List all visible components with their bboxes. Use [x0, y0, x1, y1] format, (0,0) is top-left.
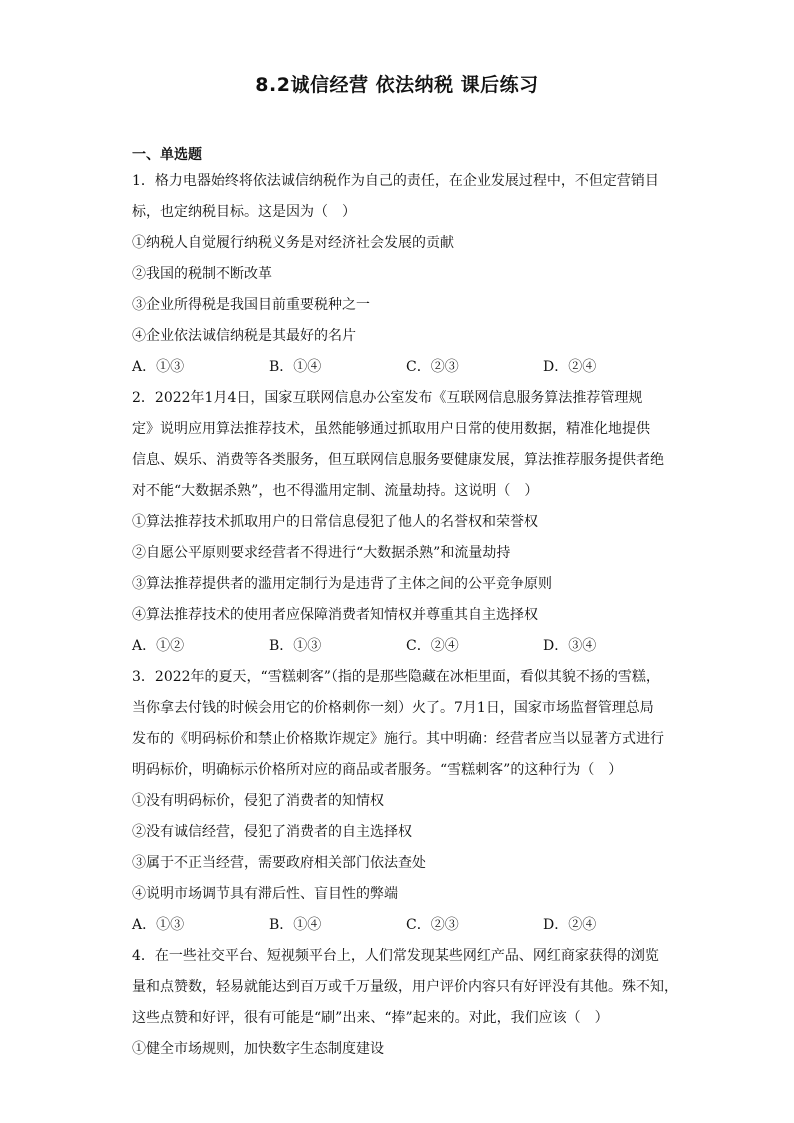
statement-3: ③算法推荐提供者的滥用定制行为是违背了主体之间的公平竞争原则: [132, 576, 552, 592]
option-a: A．①③: [132, 359, 185, 375]
question-3: [132, 662, 662, 941]
question-stem-line: 标，也定纳税目标。这是因为（ ）: [132, 204, 356, 220]
option-b: B．①④: [269, 917, 322, 933]
option-b: B．①④: [269, 359, 322, 375]
answer-options: [132, 910, 662, 941]
document-body: [132, 144, 678, 1065]
section-heading: 一、单选题: [132, 147, 202, 163]
statement-3: ③企业所得税是我国目前重要税种之一: [132, 297, 370, 313]
option-c: C．②③: [406, 359, 459, 375]
question-stem-line: 发布的《明码标价和禁止价格欺诈规定》施行。其中明确：经营者应当以显著方式进行: [132, 731, 664, 747]
question-stem-line: 量和点赞数，轻易就能达到百万或千万量级，用户评价内容只有好评没有其他。殊不知，: [132, 979, 678, 995]
question-stem-line: 信息、娱乐、消费等各类服务，但互联网信息服务要健康发展，算法推荐服务提供者绝: [132, 452, 664, 468]
statement-1: ①算法推荐技术抓取用户的日常信息侵犯了他人的名誉权和荣誉权: [132, 514, 538, 530]
question-stem-line: 2．2022年1月4日，国家互联网信息办公室发布《互联网信息服务算法推荐管理规: [132, 390, 643, 406]
statement-2: ②我国的税制不断改革: [132, 266, 272, 282]
option-c: C．②③: [406, 917, 459, 933]
option-b: B．①③: [269, 638, 322, 654]
question-stem-line: 当你拿去付钱的时候会用它的价格刺你一刻）火了。7月1日，国家市场监督管理总局: [132, 700, 654, 716]
statement-1: ①没有明码标价，侵犯了消费者的知情权: [132, 793, 384, 809]
answer-options: [132, 631, 662, 662]
question-4: [132, 941, 678, 1065]
option-d: D．②④: [543, 917, 597, 933]
question-2: [132, 383, 662, 662]
statement-4: ④说明市场调节具有滞后性、盲目性的弊端: [132, 886, 398, 902]
question-1: [132, 166, 662, 383]
statement-4: ④算法推荐技术的使用者应保障消费者知情权并尊重其自主选择权: [132, 607, 538, 623]
question-stem-line: 定》说明应用算法推荐技术，虽然能够通过抓取用户日常的使用数据，精准化地提供: [132, 421, 650, 437]
option-a: A．①③: [132, 917, 185, 933]
question-stem-line: 这些点赞和好评，很有可能是“刷”出来、“捧”起来的。对此，我们应该（ ）: [132, 1010, 609, 1026]
question-stem-line: 明码标价，明确标示价格所对应的商品或者服务。“雪糕刺客”的这种行为（ ）: [132, 762, 623, 778]
answer-options: [132, 352, 662, 383]
page-title: 8.2诚信经营 依法纳税 课后练习: [255, 74, 539, 96]
question-stem-line: 1．格力电器始终将依法诚信纳税作为自己的责任，在企业发展过程中，不但定营销目: [132, 173, 659, 189]
question-stem-line: 3．2022年的夏天，“雪糕刺客”（指的是那些隐藏在冰柜里面，看似其貌不扬的雪糕，: [132, 669, 660, 685]
statement-1: ①健全市场规则，加快数字生态制度建设: [132, 1041, 384, 1057]
option-d: D．③④: [543, 638, 597, 654]
question-stem-line: 对不能“大数据杀熟”，也不得滥用定制、流量劫持。这说明（ ）: [132, 483, 539, 499]
statement-2: ②自愿公平原则要求经营者不得进行“大数据杀熟”和流量劫持: [132, 545, 511, 561]
option-c: C．②④: [406, 638, 459, 654]
statement-1: ①纳税人自觉履行纳税义务是对经济社会发展的贡献: [132, 235, 454, 251]
statement-4: ④企业依法诚信纳税是其最好的名片: [132, 328, 356, 344]
option-d: D．②④: [543, 359, 597, 375]
statement-3: ③属于不正当经营，需要政府相关部门依法查处: [132, 855, 426, 871]
statement-2: ②没有诚信经营，侵犯了消费者的自主选择权: [132, 824, 412, 840]
option-a: A．①②: [132, 638, 185, 654]
question-stem-line: 4．在一些社交平台、短视频平台上，人们常发现某些网红产品、网红商家获得的浏览: [132, 948, 659, 964]
